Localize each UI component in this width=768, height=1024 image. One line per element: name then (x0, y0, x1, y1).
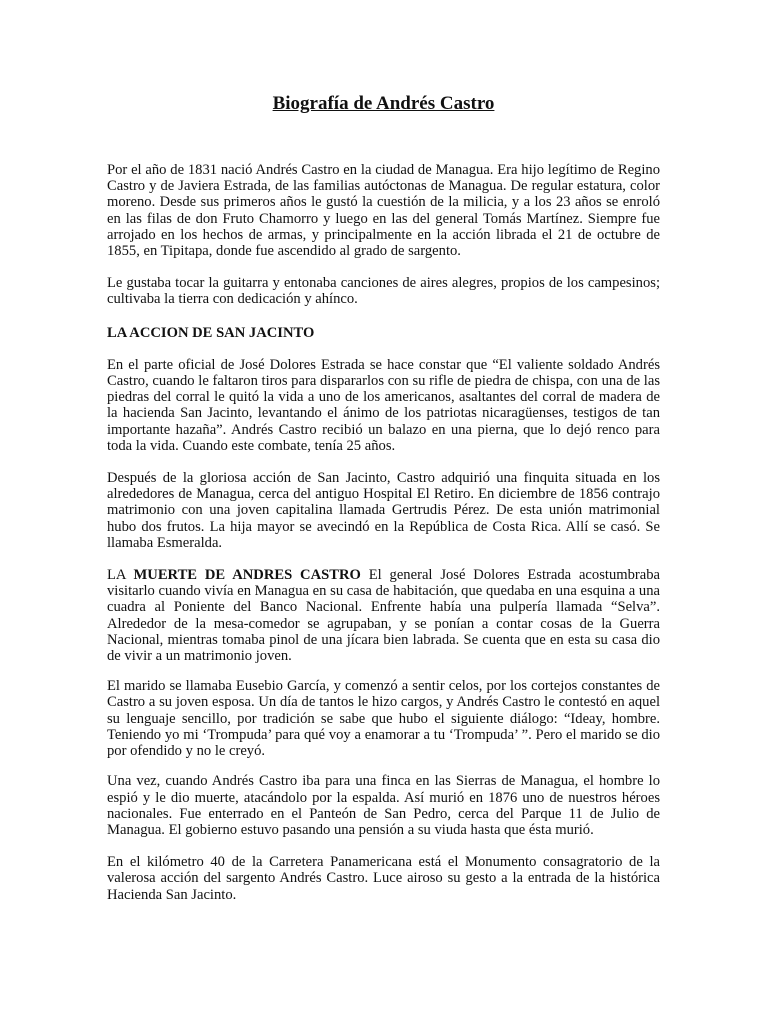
paragraph-death-intro (107, 567, 660, 664)
paragraph-death-text: El general José Dolores Estrada acostumbraba visitarlo cuando vivía en Managua en su casa de habitación, que quedaba en una esquina a una cuadra al Poniente del Banco Nacional. Enfrente había una pulpería llamada “Selva”. Alrededor de la mesa-comedor se agrupaban, y se ponían a contar cosas de la Guerra Nacional, mientras tomaba pinol de una jícara bien labrada. Se cuenta que en esta su casa dio de vivir a un matrimonio joven. (107, 567, 660, 665)
document-page (107, 92, 660, 903)
paragraph-death: Una vez, cuando Andrés Castro iba para una finca en las Sierras de Managua, el hombre lo espió y le dio muerte, atacándolo por la espalda. Así murió en 1876 uno de nuestros héroes nacionales. Fue enterrado en el Panteón de San Pedro, cerca del Parque 11 de Julio de Managua. El gobierno estuvo pasando una pensión a su viuda hasta que ésta murió. (107, 773, 660, 838)
document-title: Biografía de Andrés Castro (272, 93, 495, 114)
paragraph-marriage: Después de la gloriosa acción de San Jacinto, Castro adquirió una finquita situada en los alrededores de Managua, cerca del antiguo Hospital El Retiro. En diciembre de 1856 contrajo matrimonio con una joven capitalina llamada Gertrudis Pérez. De esta unión matrimonial hubo dos frutos. La hija mayor se avecindó en la República de Costa Rica. Allí se casó. Se llamaba Esmeralda. (107, 470, 660, 551)
heading-prefix: LA (107, 567, 134, 584)
paragraph-hobbies: Le gustaba tocar la guitarra y entonaba canciones de aires alegres, propios de los campesinos; cultivaba la tierra con dedicación y ahínco. (107, 275, 660, 308)
section-heading-san-jacinto: LA ACCION DE SAN JACINTO (107, 324, 315, 341)
paragraph-jealousy: El marido se llamaba Eusebio García, y comenzó a sentir celos, por los cortejos constantes de Castro a su joven esposa. Un día de tantos le hizo cargos, y Andrés Castro le contestó en aquel su lenguaje sencillo, por tradición se sabe que hubo el siguiente diálogo: “Ideay, hombre. Teniendo yo mi ‘Trompuda’ para qué voy a enamorar a tu ‘Trompuda’ ”. Pero el marido se dio por ofendido y no le creyó. (107, 678, 660, 760)
paragraph-battle: En el parte oficial de José Dolores Estrada se hace constar que “El valiente soldado Andrés Castro, cuando le faltaron tiros para dispararlos con su rifle de piedra de chispa, con una de las piedras del corral le quitó la vida a uno de los americanos, asaltantes del corral de madera de la hacienda San Jacinto, levantando el ánimo de los patriotas nicaragüenses, testigos de tan importante hazaña”. Andrés Castro recibió un balazo en una pierna, que lo dejó renco para toda la vida. Cuando este combate, tenía 25 años. (107, 356, 660, 454)
paragraph-monument: En el kilómetro 40 de la Carretera Panamericana está el Monumento consagratorio de la valerosa acción del sargento Andrés Castro. Luce airoso su gesto a la entrada de la histórica Hacienda San Jacinto. (107, 854, 660, 903)
section-heading-death: MUERTE DE ANDRES CASTRO (133, 567, 361, 584)
paragraph-birth: Por el año de 1831 nació Andrés Castro en la ciudad de Managua. Era hijo legítimo de Regino Castro y de Javiera Estrada, de las familias autóctonas de Managua. De regular estatura, color moreno. Desde sus primeros años le gustó la cuestión de la milicia, y a los 23 años se enroló en las filas de don Fruto Chamorro y luego en las del general Tomás Martínez. Siempre fue arrojado en los hechos de armas, y principalmente en la acción librada el 21 de octubre de 1855, en Tipitapa, donde fue ascendido al grado de sargento. (107, 162, 660, 260)
